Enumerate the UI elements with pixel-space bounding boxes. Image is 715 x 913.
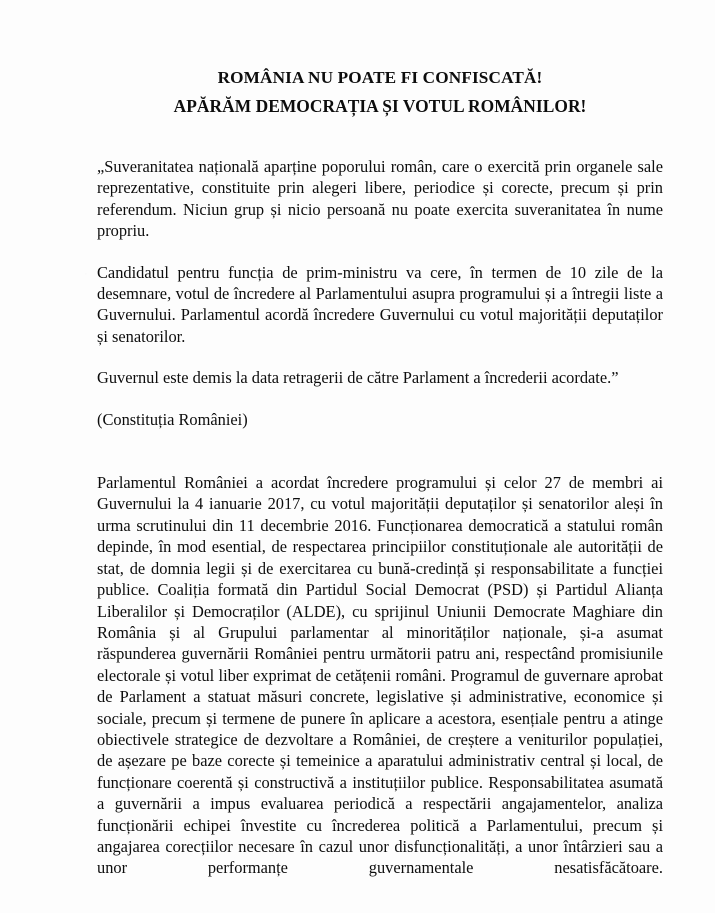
document-heading-primary: ROMÂNIA NU POATE FI CONFISCATĂ! [217,68,543,87]
constitution-quote-paragraph-1: „Suveranitatea națională aparține poporului român, care o exercită prin organele sale reprezentative, constituite prin alegeri libere, periodice și corecte, precum și prin referendum. Niciun grup și nicio persoană nu poate exercita suveranitatea în nume propriu. [97,157,663,241]
document-content [97,0,663,900]
constitution-attribution: (Constituția României) [97,409,248,429]
document-heading-secondary: APĂRĂM DEMOCRAȚIA ȘI VOTUL ROMÂNILOR! [173,96,587,116]
constitution-quote-paragraph-2: Candidatul pentru funcția de prim-ministru va cere, în termen de 10 zile de la desemnare, votul de încredere al Parlamentului asupra programului și a întregii liste a Guvernului. Parlamentul acordă încredere Guvernului cu votul majorității deputaților și senatorilor. [97,262,663,346]
body-paragraph-1: Parlamentul României a acordat încredere programului și celor 27 de membri ai Guvernului la 4 ianuarie 2017, cu votul majorității deputaților și senatorilor aleși în urma scrutinului din 11 decembrie 2016. Funcționarea democratică a statului român depinde, în mod esential, de respectarea principiilor constituționale ale autorității de stat, de domnia legii și de exercitarea cu bună-credință și responsabilitate a funcției publice. Coaliția formată din Partidul Social Democrat (PSD) și Partidul Alianța Liberalilor și Democraților (ALDE), cu sprijinul Uniunii Democrate Maghiare din România și al Grupului parlamentar al minorităților naționale, și-a asumat răspunderea guvernării României pentru următorii patru ani, respectând promisiunile electorale și votul liber exprimat de cetățenii români. Programul de guvernare aprobat de Parlament a statuat măsuri concrete, legislative și administrative, economice și sociale, precum și termene de punere în aplicare a acestora, esențiale pentru a atinge obiectivele strategice de dezvoltare a României, de creștere a veniturilor populației, de așezare pe baze corecte și temeinice a aparatului administrativ central și local, de funcționare coerentă și constructivă a instituțiilor publice. Responsabilitatea asumată a guvernării a impus evaluarea periodică a respectării angajamentelor, analiza funcționării echipei învestite cu încrederea politică a Parlamentului, precum și angajarea corecțiilor necesare în cazul unor disfuncționalități, a unor întârzieri sau a unor performanțe guvernamentale nesatisfăcătoare. [97,473,663,878]
document-heading-block [97,64,663,120]
constitution-quote-paragraph-3: Guvernul este demis la data retragerii de către Parlament a încrederii acordate.” [97,368,619,388]
